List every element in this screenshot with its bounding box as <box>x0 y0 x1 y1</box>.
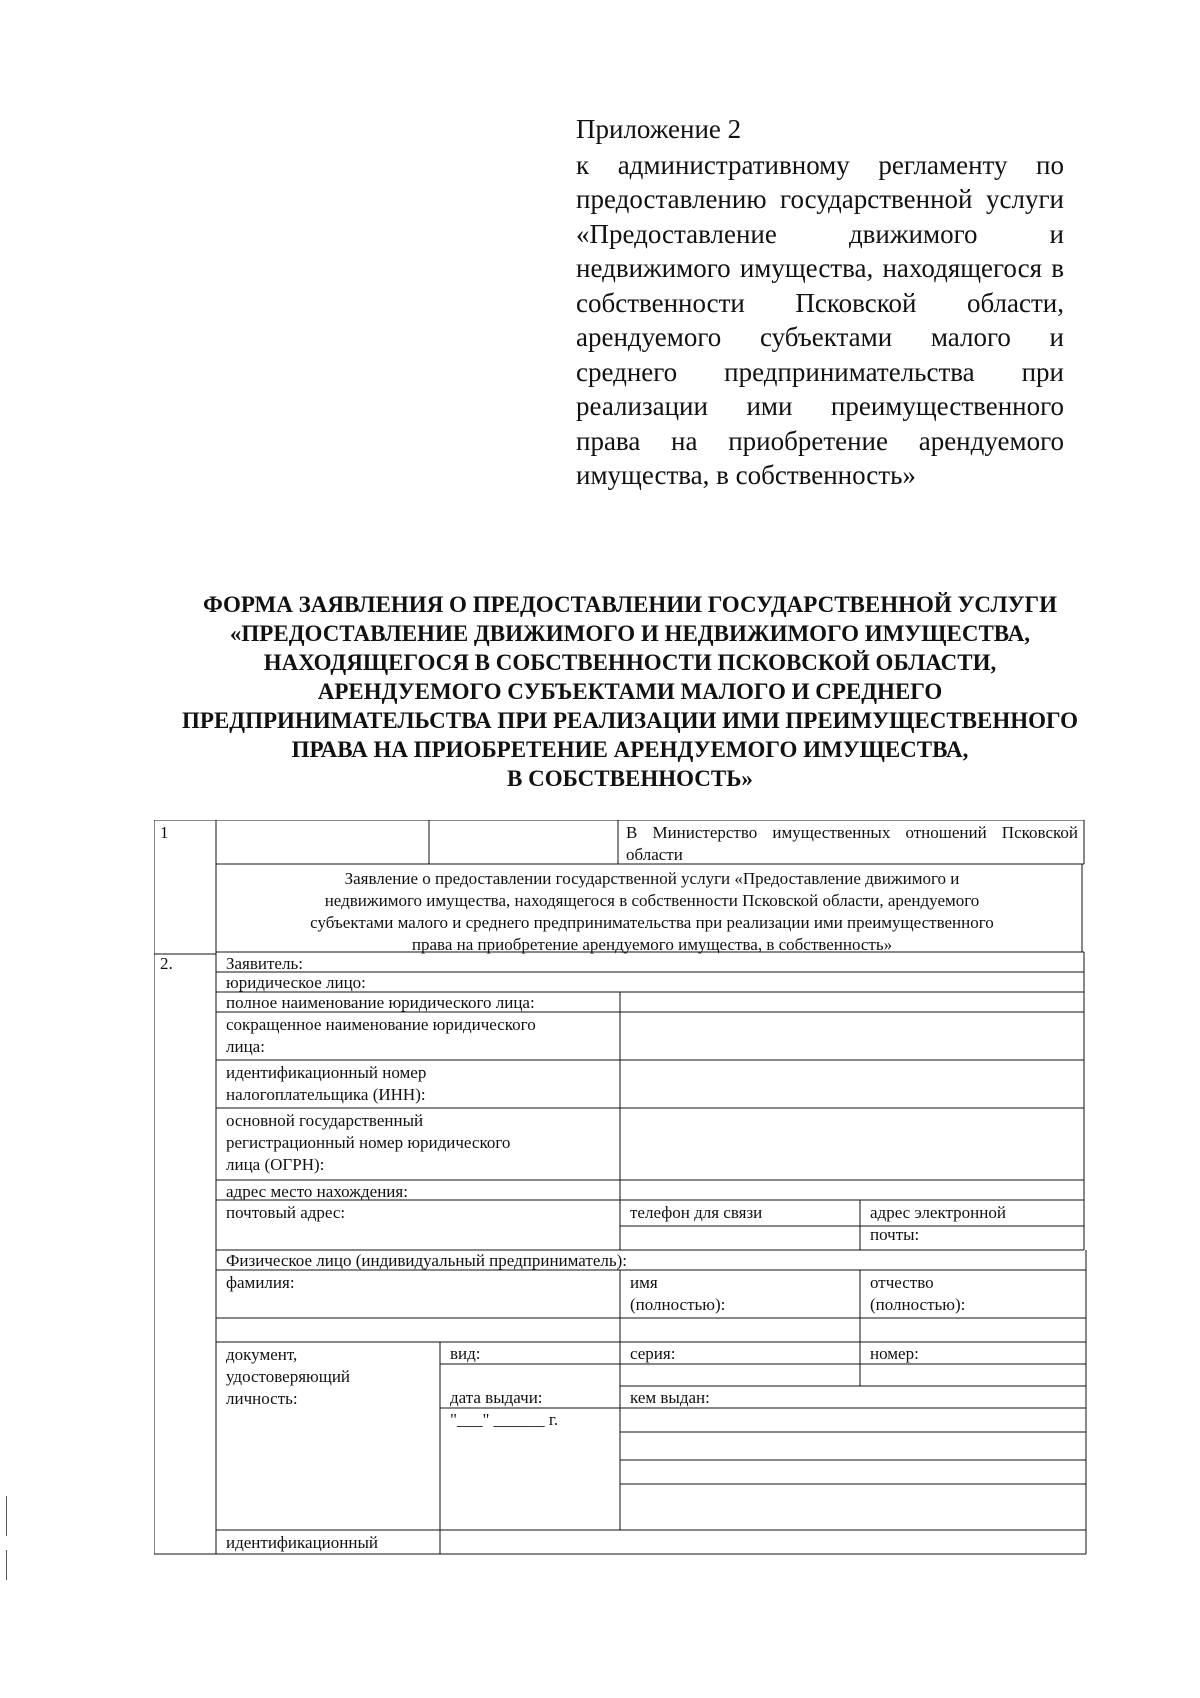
appendix-title: Приложение 2 <box>576 114 742 144</box>
phone-label: телефон для связи <box>630 1203 763 1222</box>
form-title-line: АРЕНДУЕМОГО СУБЪЕКТАМИ МАЛОГО И СРЕДНЕГО <box>317 679 943 704</box>
statement-line: Заявление о предоставлении государственной услуги «Предоставление движимого и <box>344 869 960 888</box>
number-label: номер: <box>870 1344 919 1363</box>
ogrn-line: основной государственный <box>226 1111 424 1130</box>
issue-date-label: дата выдачи: <box>450 1388 543 1407</box>
ogrn-line: лица (ОГРН): <box>226 1155 325 1174</box>
email-line: адрес электронной <box>870 1203 1006 1222</box>
application-form-table <box>154 820 1090 1560</box>
inn-label <box>226 1062 426 1106</box>
short-name-label <box>226 1014 536 1058</box>
patronymic-label <box>870 1272 965 1316</box>
inn-line: налогоплательщика (ИНН): <box>226 1085 426 1104</box>
id-document-label <box>226 1344 350 1410</box>
patronymic-line: отчество <box>870 1273 934 1292</box>
first-name-label <box>630 1272 725 1316</box>
id-document-line: удостоверяющий <box>226 1367 351 1386</box>
email-line: почты: <box>870 1225 920 1244</box>
statement-line: права на приобретение арендуемого имущества, в собственность» <box>411 935 893 954</box>
short-name-line: сокращенное наименование юридического <box>226 1015 536 1034</box>
legal-entity-label: юридическое лицо: <box>226 973 366 992</box>
individual-label: Физическое лицо (индивидуальный предприниматель): <box>226 1251 627 1270</box>
form-title-line: ПРЕДПРИНИМАТЕЛЬСТВА ПРИ РЕАЛИЗАЦИИ ИМИ ПРЕИМУЩЕСТВЕННОГО <box>182 708 1078 733</box>
full-name-label: полное наименование юридического лица: <box>226 993 535 1012</box>
form-title-line: «ПРЕДОСТАВЛЕНИЕ ДВИЖИМОГО И НЕДВИЖИМОГО ИМУЩЕСТВА, <box>229 621 1031 646</box>
issue-date-blank: "___" ______ г. <box>450 1410 559 1429</box>
form-title-line: НАХОДЯЩЕГОСЯ В СОБСТВЕННОСТИ ПСКОВСКОЙ ОБЛАСТИ, <box>263 650 997 675</box>
scan-margin-mark <box>6 1496 7 1536</box>
row-number: 2. <box>160 954 173 973</box>
email-label <box>870 1202 1006 1246</box>
form-title-line: В СОБСТВЕННОСТЬ» <box>507 766 753 791</box>
form-title-line: ПРАВА НА ПРИОБРЕТЕНИЕ АРЕНДУЕМОГО ИМУЩЕСТВА, <box>291 737 969 762</box>
scan-margin-mark <box>6 1550 7 1580</box>
inn-line: идентификационный номер <box>226 1063 427 1082</box>
addressee: В Министерство имущественных отношений Псковской области <box>626 823 1078 864</box>
statement-line: недвижимого имущества, находящегося в собственности Псковской области, арендуемого <box>324 891 980 910</box>
statement-text <box>224 868 1080 956</box>
surname-label: фамилия: <box>226 1273 295 1292</box>
location-label: адрес место нахождения: <box>226 1182 408 1201</box>
patronymic-line: (полностью): <box>870 1295 966 1314</box>
appendix-header <box>576 112 1064 493</box>
applicant-label: Заявитель: <box>226 954 303 973</box>
row-number: 1 <box>160 823 169 842</box>
appendix-body: к административному регламенту по предоставлению государственной услуги «Предоставление движимого и недвижимого имущества, находящегося в собственности Псковской области, арендуемого субъектами малого и среднего предпринимательства при реализации ими преимущественного права на приобретение арендуемого имущества, в собственность» <box>576 149 1064 490</box>
id-document-line: личность: <box>226 1389 298 1408</box>
ogrn-line: регистрационный номер юридического <box>226 1133 511 1152</box>
first-name-line: (полностью): <box>630 1295 726 1314</box>
kind-label: вид: <box>450 1344 481 1363</box>
series-label: серия: <box>630 1344 676 1363</box>
form-title <box>150 590 1110 793</box>
statement-line: субъектами малого и среднего предпринимательства при реализации ими преимущественного <box>310 913 994 932</box>
issued-by-label: кем выдан: <box>630 1388 710 1407</box>
short-name-line: лица: <box>226 1037 265 1056</box>
postal-address-label: почтовый адрес: <box>226 1203 346 1222</box>
ogrn-label <box>226 1110 510 1176</box>
form-title-line: ФОРМА ЗАЯВЛЕНИЯ О ПРЕДОСТАВЛЕНИИ ГОСУДАРСТВЕННОЙ УСЛУГИ <box>203 592 1057 617</box>
identification-label: идентификационный <box>226 1533 378 1552</box>
id-document-line: документ, <box>226 1345 298 1364</box>
first-name-line: имя <box>630 1273 658 1292</box>
